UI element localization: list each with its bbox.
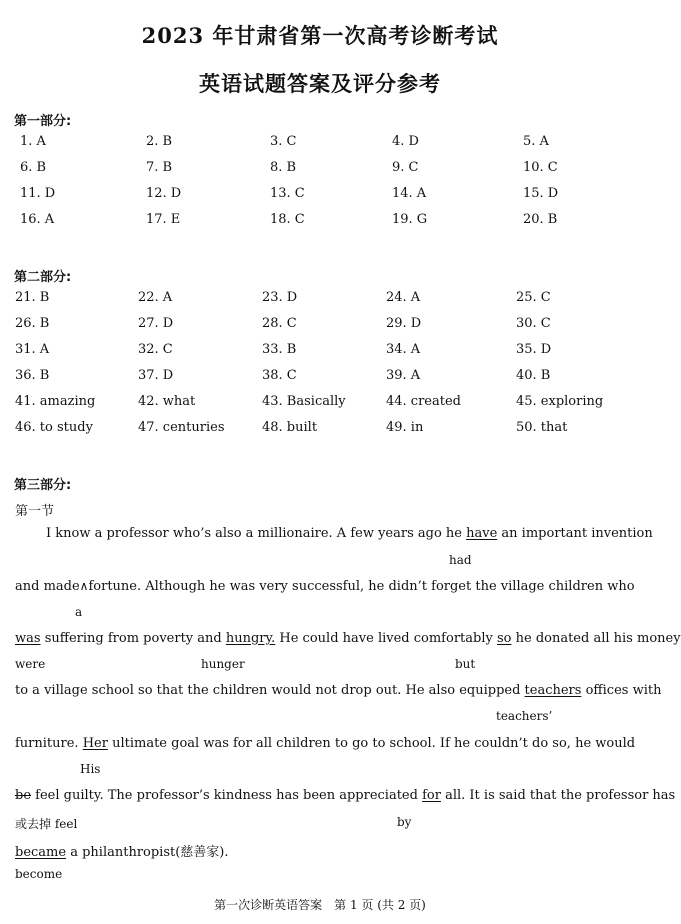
answer-item: 50. that bbox=[516, 420, 568, 435]
answer-item: 19. G bbox=[392, 212, 428, 227]
answer-item: 32. C bbox=[138, 342, 173, 357]
answer-item: 40. B bbox=[516, 368, 551, 383]
correction: 或去掉 feel bbox=[15, 817, 78, 831]
insert-caret-icon: ∧ bbox=[79, 579, 89, 593]
correction: teachers’ bbox=[496, 709, 553, 723]
error-word: for bbox=[422, 788, 441, 803]
correction: but bbox=[455, 657, 476, 671]
answer-item: 20. B bbox=[523, 212, 558, 227]
answer-item: 11. D bbox=[20, 186, 56, 201]
error-word: so bbox=[496, 631, 512, 646]
answer-item: 34. A bbox=[386, 342, 421, 357]
correction: by bbox=[397, 815, 412, 829]
answer-item: 36. B bbox=[15, 368, 50, 383]
answer-item: 49. in bbox=[386, 420, 424, 435]
error-word: teachers bbox=[524, 683, 582, 698]
answer-item: 46. to study bbox=[15, 420, 93, 435]
answer-item: 4. D bbox=[392, 134, 419, 149]
answer-item: 8. B bbox=[270, 160, 297, 175]
answer-item: 37. D bbox=[138, 368, 174, 383]
error-word: hungry. bbox=[225, 631, 276, 646]
answer-item: 43. Basically bbox=[262, 394, 346, 409]
passage-line-1: I know a professor who’s also a millionaire. A few years ago he have an important invention bbox=[46, 526, 653, 541]
answer-item: 29. D bbox=[386, 316, 422, 331]
part1-heading: 第一部分: bbox=[14, 114, 72, 129]
answer-item: 14. A bbox=[392, 186, 427, 201]
answer-item: 13. C bbox=[270, 186, 305, 201]
exam-title: 2023 年甘肃省第一次高考诊断考试 bbox=[141, 23, 499, 48]
passage-line-2: and made∧fortune. Although he was very successful, he didn’t forget the village children who bbox=[15, 579, 635, 594]
section-title: 第一节 bbox=[15, 504, 55, 519]
error-word: be bbox=[15, 788, 32, 803]
error-word: became bbox=[15, 845, 67, 860]
part2-heading: 第二部分: bbox=[14, 270, 72, 285]
answer-item: 35. D bbox=[516, 342, 552, 357]
answer-item: 33. B bbox=[262, 342, 297, 357]
answer-item: 10. C bbox=[523, 160, 558, 175]
answer-item: 22. A bbox=[138, 290, 173, 305]
part3-heading: 第三部分: bbox=[14, 478, 72, 493]
answer-item: 23. D bbox=[262, 290, 298, 305]
answer-item: 12. D bbox=[146, 186, 182, 201]
answer-item: 38. C bbox=[262, 368, 297, 383]
correction: become bbox=[15, 867, 63, 881]
answer-item: 31. A bbox=[15, 342, 50, 357]
answer-item: 5. A bbox=[523, 134, 549, 149]
answer-item: 1. A bbox=[20, 134, 46, 149]
page-footer: 第一次诊断英语答案 第 1 页 (共 2 页) bbox=[214, 898, 426, 912]
answer-item: 47. centuries bbox=[138, 420, 225, 435]
passage-line-6: be feel guilty. The professor’s kindness has been appreciated for all. It is said that the professor has bbox=[15, 788, 676, 803]
correction: hunger bbox=[201, 657, 245, 671]
passage-line-5: furniture. Her ultimate goal was for all children to go to school. If he couldn’t do so, he would bbox=[15, 736, 636, 751]
error-word: Her bbox=[82, 736, 108, 751]
answer-item: 41. amazing bbox=[15, 394, 96, 409]
answer-item: 16. A bbox=[20, 212, 55, 227]
answer-item: 44. created bbox=[386, 394, 461, 409]
answer-item: 24. A bbox=[386, 290, 421, 305]
answer-item: 18. C bbox=[270, 212, 305, 227]
answer-item: 7. B bbox=[146, 160, 173, 175]
answer-item: 48. built bbox=[262, 420, 318, 435]
exam-subtitle: 英语试题答案及评分参考 bbox=[199, 71, 441, 96]
correction: were bbox=[15, 657, 46, 671]
answer-item: 9. C bbox=[392, 160, 419, 175]
answer-item: 39. A bbox=[386, 368, 421, 383]
answer-item: 27. D bbox=[138, 316, 174, 331]
answer-item: 28. C bbox=[262, 316, 297, 331]
passage-line-3: was suffering from poverty and hungry. He could have lived comfortably so he donated all his money bbox=[15, 631, 681, 646]
answer-item: 3. C bbox=[270, 134, 297, 149]
answer-item: 2. B bbox=[146, 134, 173, 149]
answer-item: 6. B bbox=[20, 160, 47, 175]
answer-item: 25. C bbox=[516, 290, 551, 305]
passage-line-7: became a philanthropist(慈善家). bbox=[15, 845, 229, 860]
answer-item: 42. what bbox=[138, 394, 196, 409]
answer-item: 45. exploring bbox=[516, 394, 604, 409]
correction: had bbox=[449, 553, 472, 567]
answer-item: 30. C bbox=[516, 316, 551, 331]
answer-item: 21. B bbox=[15, 290, 50, 305]
passage-line-4: to a village school so that the children would not drop out. He also equipped teachers offices with bbox=[15, 683, 662, 698]
error-word: was bbox=[15, 631, 41, 646]
correction: His bbox=[80, 762, 101, 776]
error-word: have bbox=[466, 526, 498, 541]
answer-item: 26. B bbox=[15, 316, 50, 331]
answer-item: 15. D bbox=[523, 186, 559, 201]
correction: a bbox=[75, 605, 83, 619]
answer-item: 17. E bbox=[146, 212, 181, 227]
